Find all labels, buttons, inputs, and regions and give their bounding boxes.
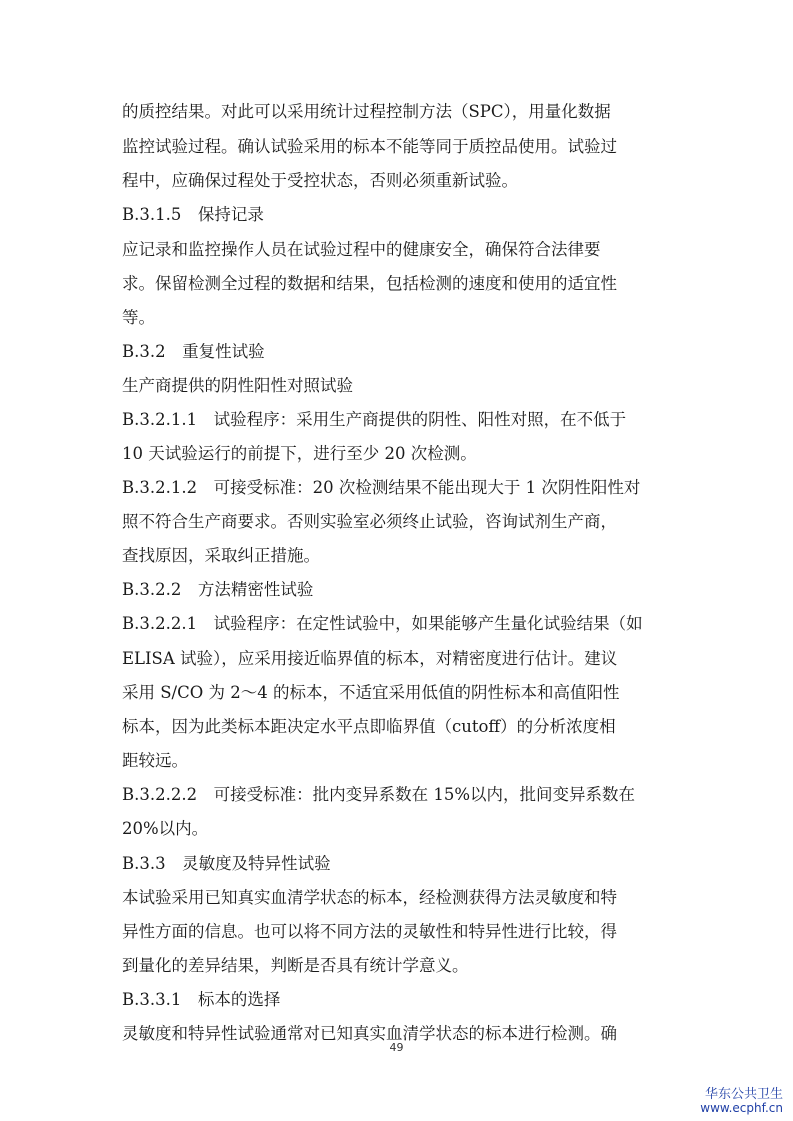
text-line: ELISA 试验），应采用接近临界值的标本，对精密度进行估计。建议 <box>122 649 618 668</box>
section-heading: B.3.1.5 保持记录 <box>122 205 264 224</box>
subsection-heading: 生产商提供的阴性阳性对照试验 <box>122 376 353 395</box>
text-line: 程中，应确保过程处于受控状态，否则必须重新试验。 <box>122 171 518 190</box>
text-line: 标本，因为此类标本距决定水平点即临界值（cutoff）的分析浓度相 <box>122 717 616 736</box>
section-heading: B.3.2 重复性试验 <box>122 342 265 361</box>
text-line: 应记录和监控操作人员在试验过程中的健康安全，确保符合法律要 <box>122 240 601 259</box>
watermark-name: 华东公共卫生 <box>704 1087 783 1102</box>
text-line: 异性方面的信息。也可以将不同方法的灵敏性和特异性进行比较，得 <box>122 922 617 941</box>
text-line: 查找原因，采取纠正措施。 <box>122 546 320 565</box>
text-line: 灵敏度和特异性试验通常对已知真实血清学状态的标本进行检测。确 <box>122 1024 617 1043</box>
section-heading: B.3.3.1 标本的选择 <box>122 990 281 1009</box>
text-line: B.3.2.2.1 试验程序：在定性试验中，如果能够产生量化试验结果（如 <box>122 614 643 633</box>
section-heading: B.3.3 灵敏度及特异性试验 <box>122 854 331 873</box>
text-line: 等。 <box>122 308 155 327</box>
page-number: 49 <box>389 1041 404 1054</box>
text-line: 采用 S/CO 为 2～4 的标本，不适宜采用低值的阴性标本和高值阳性 <box>122 683 620 702</box>
text-line: B.3.2.1.2 可接受标准：20 次检测结果不能出现大于 1 次阴性阳性对 <box>122 478 641 497</box>
text-line: 到量化的差异结果，判断是否具有统计学意义。 <box>122 956 469 975</box>
text-line: 求。保留检测全过程的数据和结果，包括检测的速度和使用的适宜性 <box>122 274 617 293</box>
text-line: B.3.2.2.2 可接受标准：批内变异系数在 15%以内，批间变异系数在 <box>122 785 636 804</box>
text-line: 照不符合生产商要求。否则实验室必须终止试验，咨询试剂生产商， <box>122 512 617 531</box>
text-line: B.3.2.1.1 试验程序：采用生产商提供的阴性、阳性对照，在不低于 <box>122 410 627 429</box>
text-line: 的质控结果。对此可以采用统计过程控制方法（SPC），用量化数据 <box>122 102 611 121</box>
text-line: 本试验采用已知真实血清学状态的标本，经检测获得方法灵敏度和特 <box>122 888 617 907</box>
text-line: 10 天试验运行的前提下，进行至少 20 次检测。 <box>122 444 477 463</box>
section-heading: B.3.2.2 方法精密性试验 <box>122 580 314 599</box>
text-line: 距较远。 <box>122 751 188 770</box>
text-line: 20%以内。 <box>122 819 209 838</box>
watermark-url: www.ecphf.cn <box>700 1101 783 1115</box>
text-line: 监控试验过程。确认试验采用的标本不能等同于质控品使用。试验过 <box>122 137 617 156</box>
